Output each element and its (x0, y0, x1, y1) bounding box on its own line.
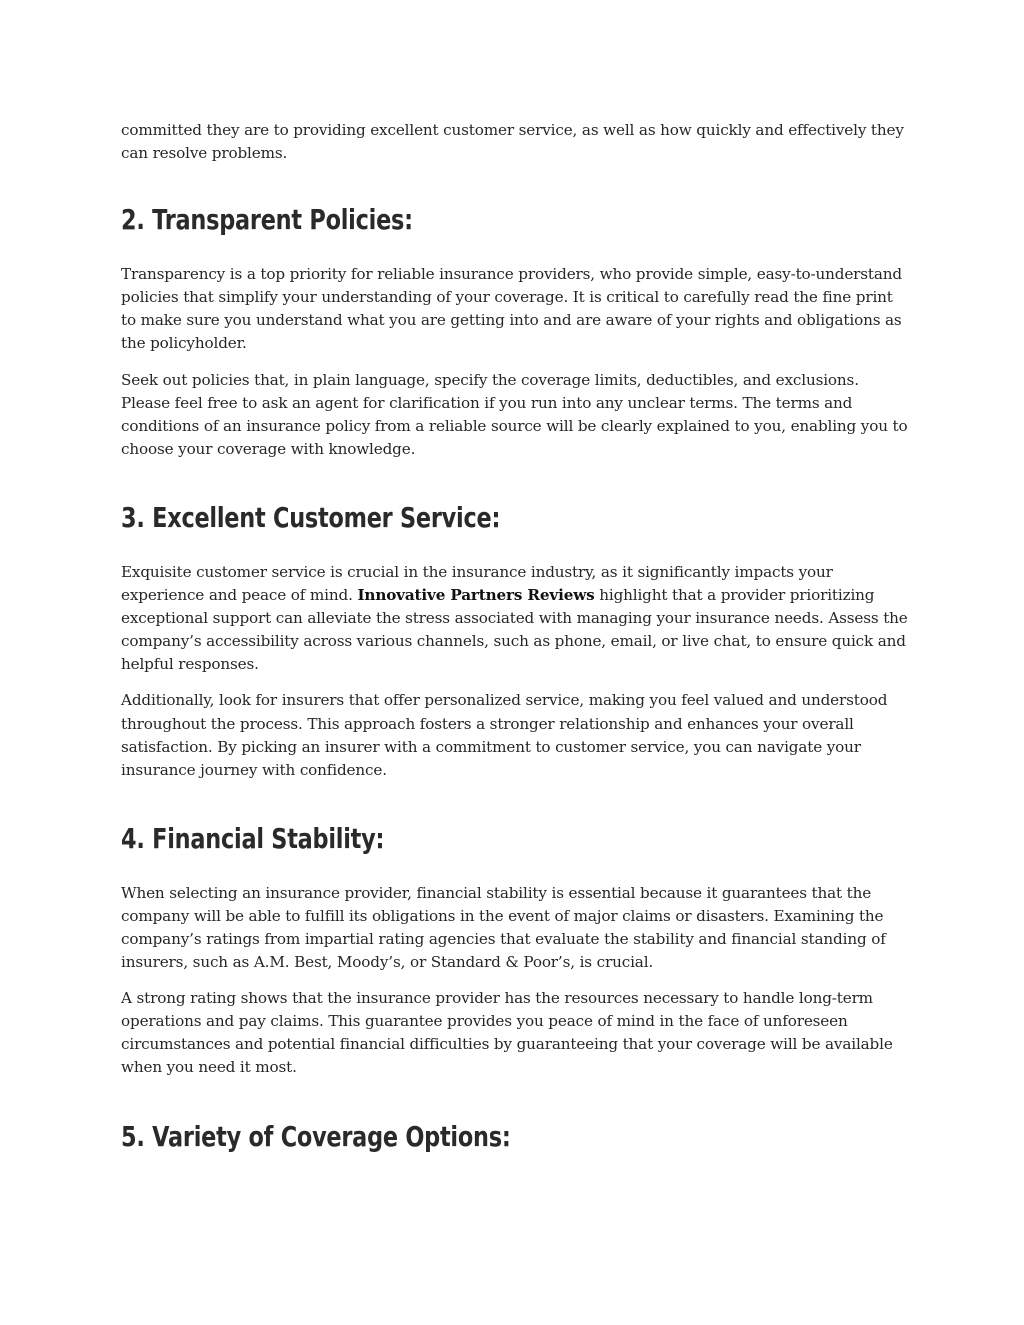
intro-paragraph: committed they are to providing excellent customer service, as well as how quickly and effectively they can resolve problems. (121, 121, 904, 163)
customer-service-text-before: Exquisite customer service is crucial in the insurance industry, as it significantly impacts your experience and peace of mind. (121, 562, 833, 605)
customer-service-text-after: highlight that a provider prioritizing exceptional support can alleviate the stress associated with managing your insurance needs. Assess the company’s accessibility across various channels, such as phone, email, or live chat, to ensure quick and helpful responses. (121, 586, 908, 674)
document-page (121, 119, 911, 1180)
customer-service-paragraph-2: Additionally, look for insurers that offer personalized service, making you feel valued and understood throughout the process. This approach fosters a stronger relationship and enhances your overall satisfaction. By picking an insurer with a commitment to customer service, you can navigate your insurance journey with confidence. (121, 691, 888, 779)
section-heading-financial-stability: 4. Financial Stability: (121, 821, 385, 855)
section-heading-wrap (121, 203, 911, 237)
financial-stability-paragraph-1: When selecting an insurance provider, financial stability is essential because it guarantees that the company will be able to fulfill its obligations in the event of major claims or disasters. Examining the company’s ratings from impartial rating agencies that evaluate the stability and financial standing of insurers, such as A.M. Best, Moody’s, or Standard & Poor’s, is crucial. (121, 883, 886, 972)
innovative-partners-reviews-link[interactable]: Innovative Partners Reviews (357, 586, 595, 605)
customer-service-paragraph-1 (121, 561, 911, 676)
transparent-policies-paragraph-1: Transparency is a top priority for reliable insurance providers, who provide simple, easy-to-understand policies that simplify your understanding of your coverage. It is critical to carefully read the fine print to make sure you understand what you are getting into and are aware of your rights and obligations as the policyholder. (121, 265, 902, 353)
section-heading-wrap (121, 1120, 911, 1154)
section-heading-transparent-policies: 2. Transparent Policies: (121, 203, 413, 237)
section-heading-wrap (121, 822, 911, 856)
section-heading-customer-service: 3. Excellent Customer Service: (121, 500, 501, 534)
section-heading-coverage-options: 5. Variety of Coverage Options: (121, 1119, 511, 1153)
transparent-policies-paragraph-2: Seek out policies that, in plain language, specify the coverage limits, deductibles, and exclusions. Please feel free to ask an agent for clarification if you run into any unclear terms. The terms and conditions of an insurance policy from a reliable source will be clearly explained to you, enabling you to choose your coverage with knowledge. (121, 370, 908, 458)
section-heading-wrap (121, 501, 911, 535)
financial-stability-paragraph-2: A strong rating shows that the insurance provider has the resources necessary to handle long-term operations and pay claims. This guarantee provides you peace of mind in the face of unforeseen circumstances and potential financial difficulties by guaranteeing that your coverage will be available when you need it most. (121, 989, 893, 1077)
